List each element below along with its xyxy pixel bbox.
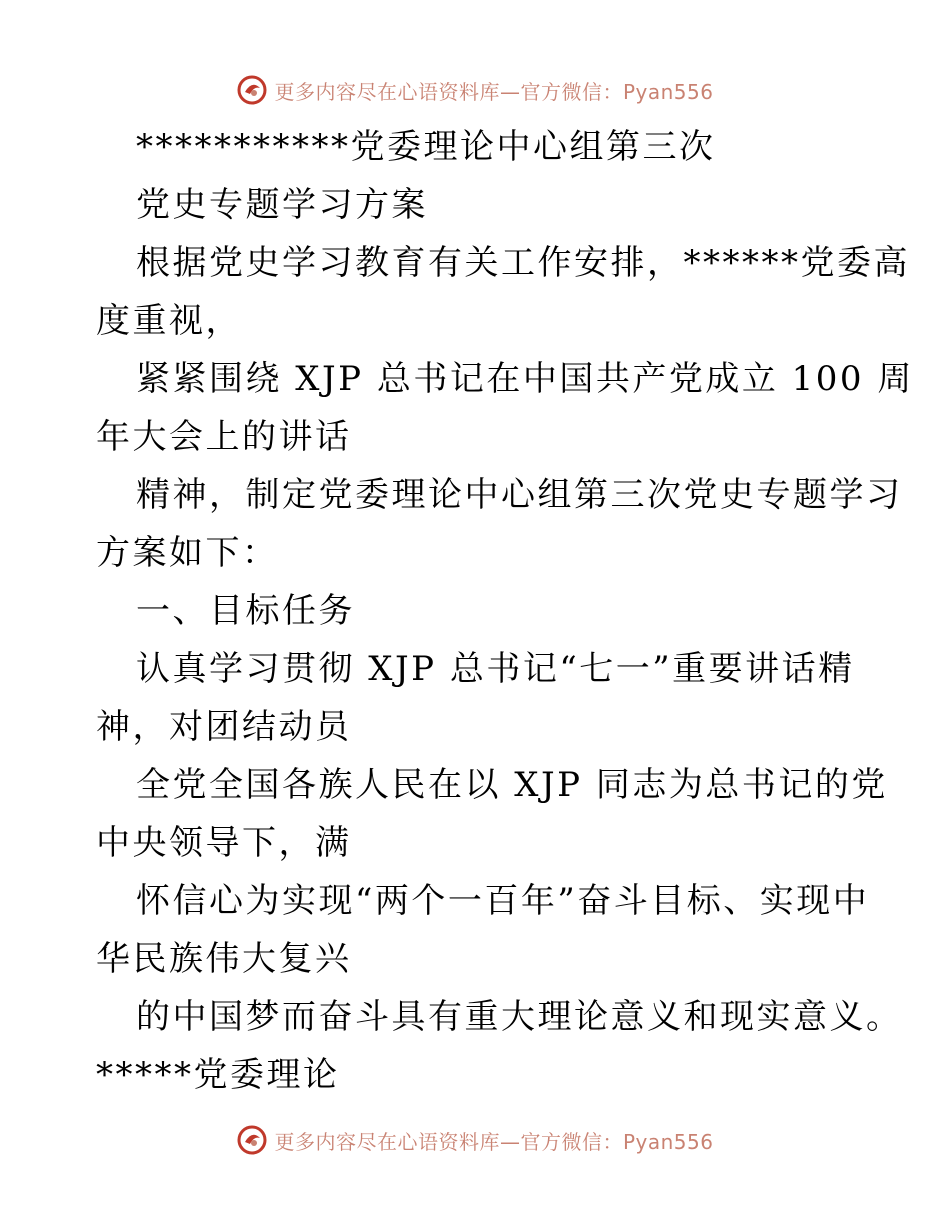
paragraph-line: 中央领导下，满 <box>96 823 352 863</box>
paragraph-line: 度重视， <box>96 301 242 341</box>
paragraph-line: 方案如下： <box>96 533 279 573</box>
watermark-banner-top <box>0 70 950 110</box>
paragraph-line: 神，对团结动员 <box>96 707 352 747</box>
paragraph-line: 年大会上的讲话 <box>96 417 352 457</box>
paragraph-line: 精神，制定党委理论中心组第三次党史专题学习 <box>136 475 903 515</box>
paragraph-line: 认真学习贯彻 XJP 总书记“七一”重要讲话精 <box>136 649 855 689</box>
document-body <box>96 118 914 1104</box>
watermark-banner-bottom <box>0 1120 950 1160</box>
doc-title-line-2: 党史专题学习方案 <box>136 185 428 225</box>
watermark-text-top: 更多内容尽在心语资料库—官方微信：Pyan556 <box>274 79 714 104</box>
section-heading: 一、目标任务 <box>136 591 355 631</box>
swirl-brand-logo-icon <box>236 1124 268 1156</box>
paragraph-line: 怀信心为实现“两个一百年”奋斗目标、实现中 <box>136 881 870 921</box>
paragraph-line: 华民族伟大复兴 <box>96 939 352 979</box>
paragraph-line: 的中国梦而奋斗具有重大理论意义和现实意义。 <box>136 997 903 1037</box>
doc-title-line-1: ***********党委理论中心组第三次 <box>136 127 716 167</box>
paragraph-line: 全党全国各族人民在以 XJP 同志为总书记的党 <box>136 765 888 805</box>
swirl-brand-logo-icon <box>236 74 268 106</box>
paragraph-line: 紧紧围绕 XJP 总书记在中国共产党成立 100 周 <box>136 359 914 399</box>
paragraph-line: 根据党史学习教育有关工作安排，******党委高 <box>136 243 910 283</box>
watermark-text-bottom: 更多内容尽在心语资料库—官方微信：Pyan556 <box>274 1129 714 1154</box>
paragraph-line: *****党委理论 <box>96 1055 340 1095</box>
